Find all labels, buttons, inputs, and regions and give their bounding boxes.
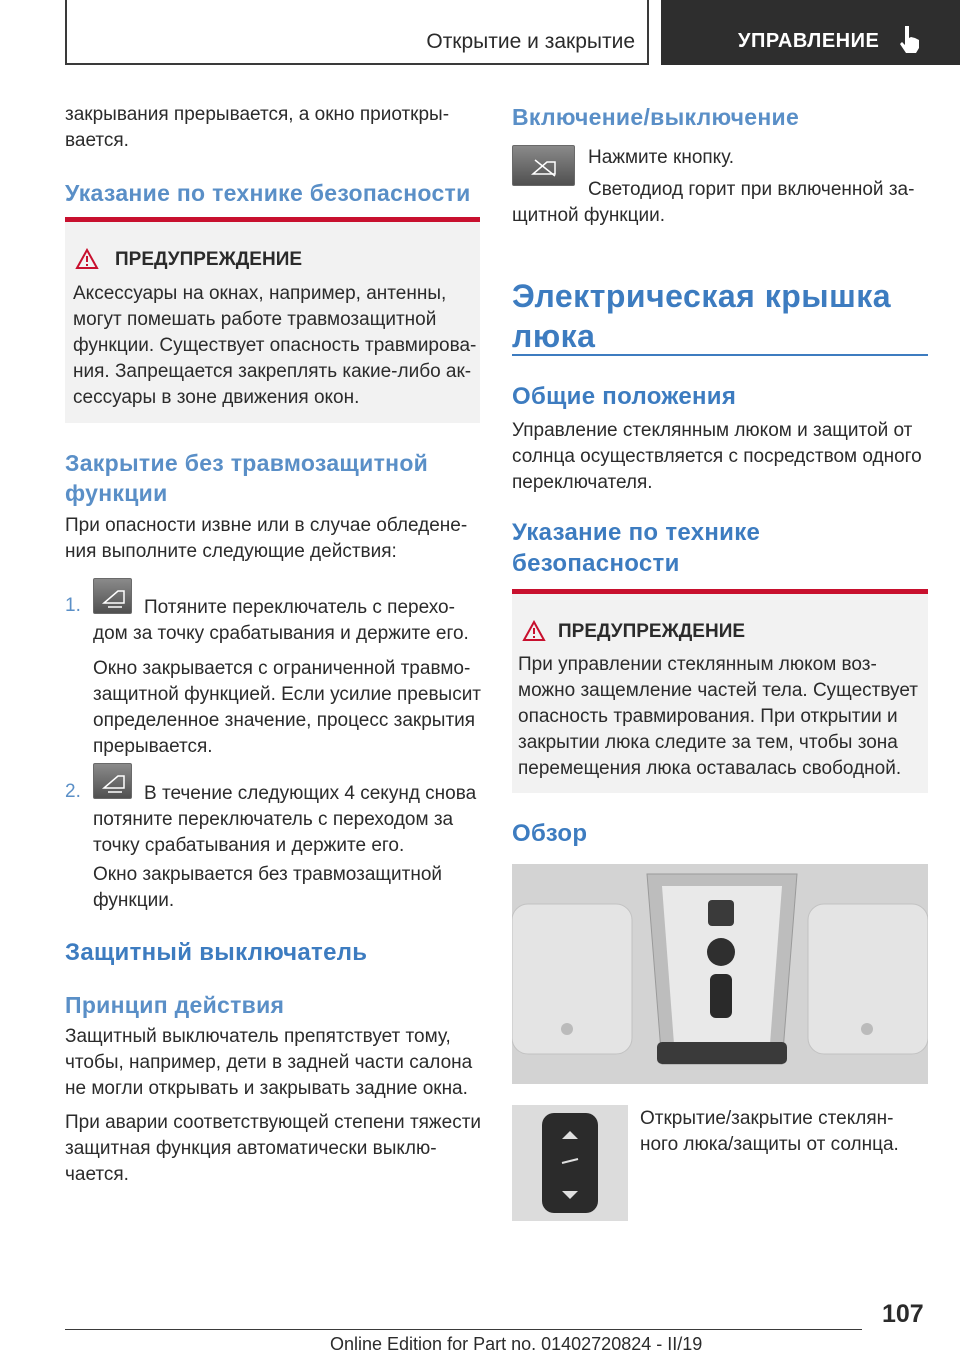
step1-line2: дом за точку срабатывания и держите его. xyxy=(93,623,469,644)
header-section-title: Открытие и закрытие xyxy=(426,30,635,53)
warning-box-windows xyxy=(65,217,480,423)
step2-lines: потяните переключатель с переходом за точку срабатывания и держите его. xyxy=(93,809,454,856)
principle-text-2: При аварии соответствующей степени тяжести защитная функция автоматически выклю- чается. xyxy=(65,1112,482,1185)
step2-note: Окно закрывается без травмозащитной функции. xyxy=(93,864,443,911)
child-lock-button-icon xyxy=(512,145,575,186)
step-number: 2. xyxy=(65,781,81,802)
general-text: Управление стеклянным люком и защитой от солнца осуществляется с посредством одного переключателя. xyxy=(512,420,922,493)
safety-heading-right: Указание по технике безопасности xyxy=(512,519,761,577)
roof-console-photo xyxy=(512,864,928,1084)
step1-note: Окно закрывается с ограниченной травмо- защитной функцией. Если усилие превысит определенное значение, процесс закрытия прерывается. xyxy=(93,658,482,757)
header-section-tab xyxy=(65,0,649,65)
step2-line1: В течение следующих 4 секунд снова xyxy=(144,783,477,804)
overview-heading: Обзор xyxy=(512,820,588,847)
intro-text: закрывания прерывается, а окно приоткры- вается. xyxy=(65,104,450,151)
warning-text: При управлении стеклянным люком воз- можно защемление частей тела. Существует опасность травмирования. При открытии и закрытии люка следите за тем, чтобы зона перемещения люка оставалась свободной. xyxy=(518,654,918,779)
step-number: 1. xyxy=(65,595,81,616)
switch-caption: Открытие/закрытие стеклян- ного люка/защиты от солнца. xyxy=(640,1108,899,1155)
header-chapter-tab xyxy=(661,0,960,65)
sunroof-switch-photo xyxy=(512,1105,628,1221)
onoff-heading: Включение/выключение xyxy=(512,104,800,130)
warning-label: ПРЕДУПРЕЖДЕНИЕ xyxy=(115,249,303,270)
onoff-line1: Нажмите кнопку. xyxy=(588,147,735,168)
close-intro-text: При опасности извне или в случае обледене- ния выполните следующие действия: xyxy=(65,515,468,562)
footer-edition: Online Edition for Part no. 01402720824 - II/19 xyxy=(330,1334,703,1354)
pointing-hand-icon xyxy=(897,24,923,54)
principle-heading: Принцип действия xyxy=(65,992,285,1018)
footer-rule xyxy=(65,1329,862,1330)
onoff-line2: Светодиод горит при включенной за- xyxy=(588,179,915,200)
window-switch-icon xyxy=(93,763,132,799)
heading-rule xyxy=(512,354,928,356)
warning-label: ПРЕДУПРЕЖДЕНИЕ xyxy=(558,621,746,642)
step1-line1: Потяните переключатель с перехо- xyxy=(144,597,455,618)
warning-triangle-icon xyxy=(75,248,99,270)
warning-triangle-icon xyxy=(522,620,546,642)
header-chapter-title: УПРАВЛЕНИЕ xyxy=(738,30,880,52)
close-without-protection-heading: Закрытие без травмозащитной функции xyxy=(65,450,429,506)
warning-text: Аксессуары на окнах, например, антенны, могут помешать работе травмозащитной функции. Существует опасность травмирова- ния. Запрещается закреплять какие-либо ак- сессуары в зоне движения окон. xyxy=(73,283,477,408)
general-heading: Общие положения xyxy=(512,383,737,410)
principle-text-1: Защитный выключатель препятствует тому, чтобы, например, дети в задней части салона не могли открывать и закрывать задние окна. xyxy=(65,1026,473,1099)
page-number: 107 xyxy=(882,1300,924,1328)
window-switch-icon xyxy=(93,578,132,614)
sunroof-main-heading: Электрическая крышка люка xyxy=(512,278,892,354)
warning-box-sunroof xyxy=(512,589,928,793)
onoff-line3: щитной функции. xyxy=(512,205,666,226)
safety-switch-heading: Защитный выключатель xyxy=(65,939,368,966)
safety-heading-left: Указание по технике безопасности xyxy=(65,180,471,206)
